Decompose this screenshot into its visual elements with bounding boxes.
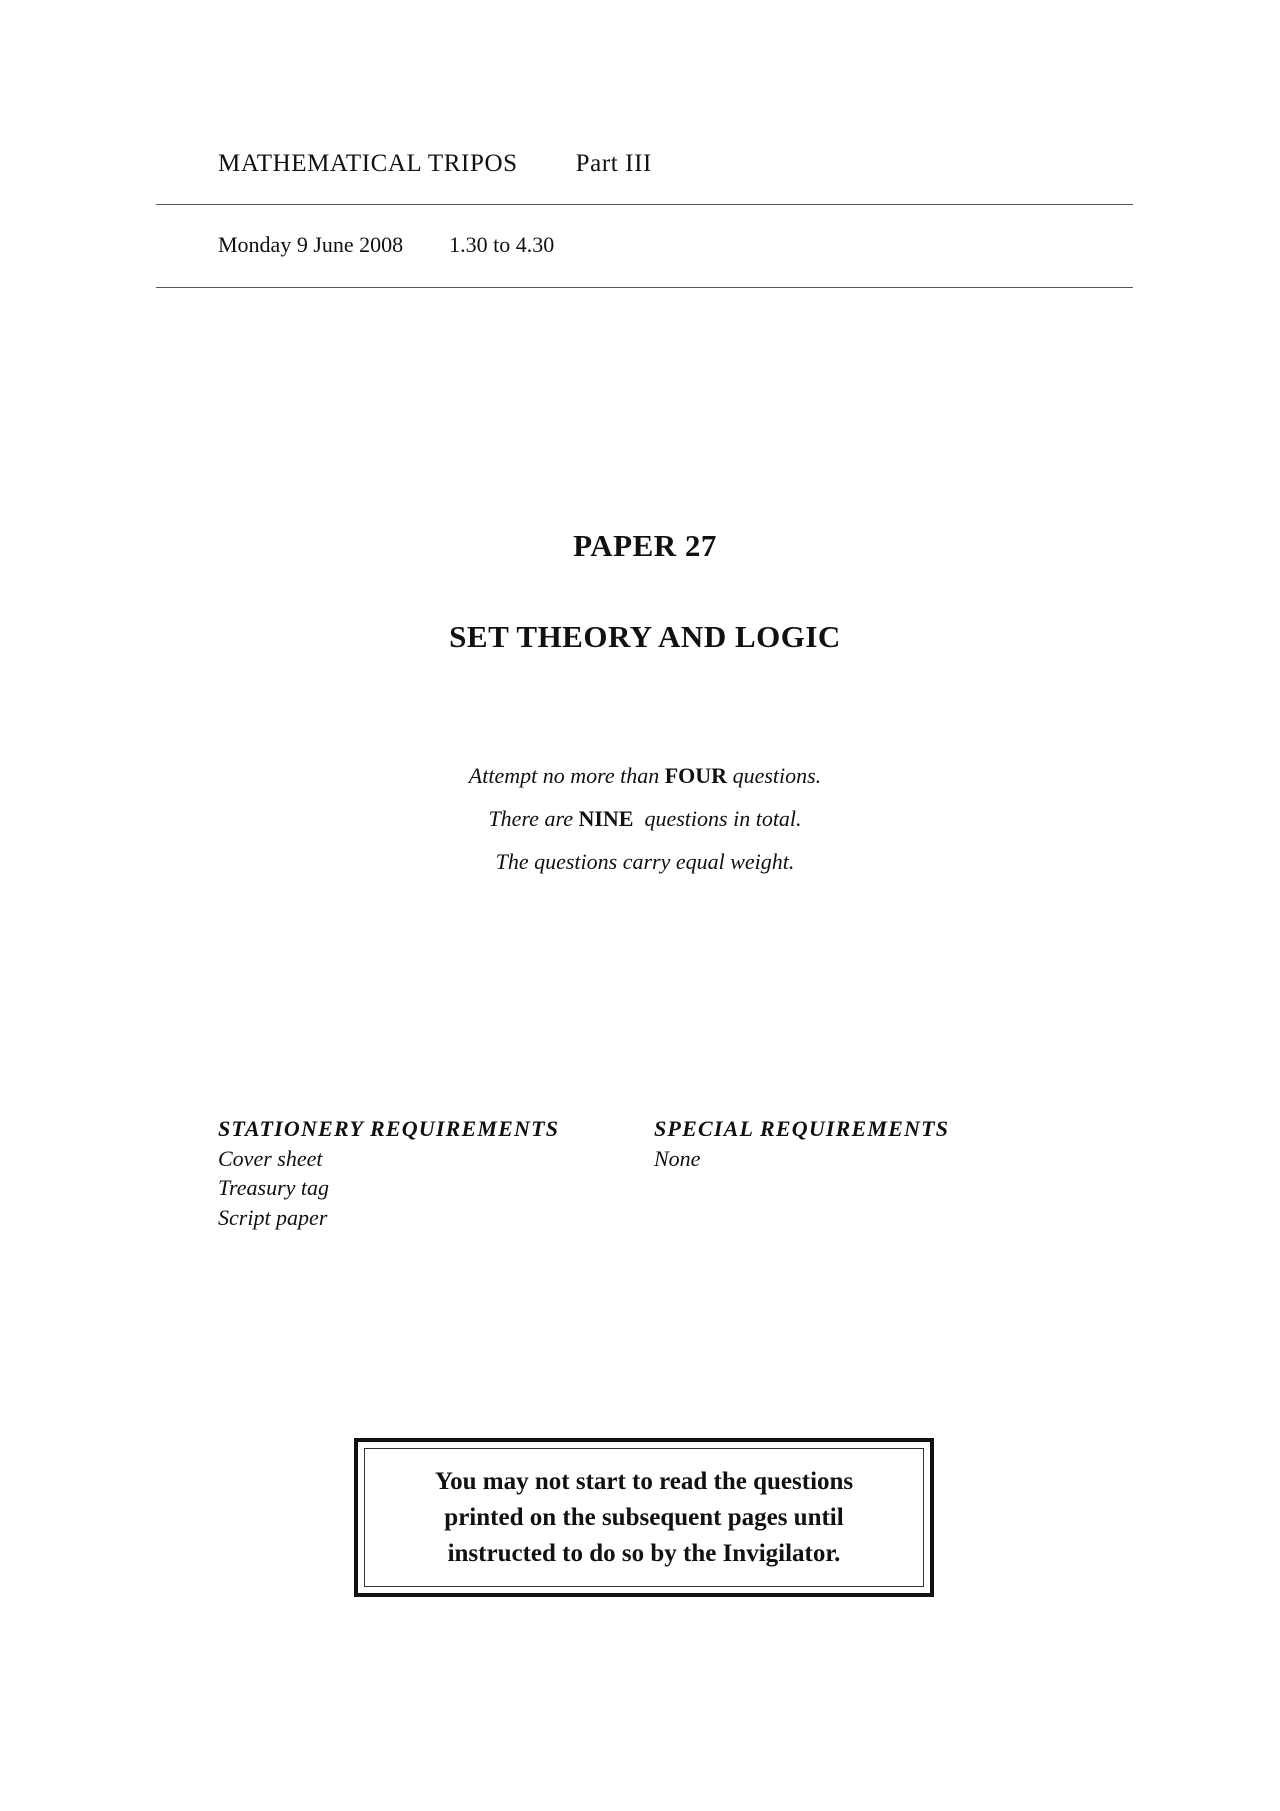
special-heading: SPECIAL REQUIREMENTS	[654, 1116, 950, 1141]
instruction-weight: The questions carry equal weight.	[495, 849, 795, 874]
header-rule-bottom	[156, 287, 1133, 288]
instruction-attempt-post: questions.	[732, 763, 822, 788]
exam-time: 1.30 to 4.30	[449, 232, 555, 257]
instruction-attempt	[0, 763, 1280, 789]
exam-date-time	[218, 232, 554, 258]
stationery-item: Cover sheet	[218, 1145, 323, 1171]
exam-name: MATHEMATICAL TRIPOS	[218, 150, 518, 177]
notice-line: You may not start to read the questions	[434, 1467, 854, 1495]
notice-line: printed on the subsequent pages until	[444, 1503, 844, 1531]
invigilator-notice-box	[354, 1438, 934, 1597]
stationery-heading: STATIONERY REQUIREMENTS	[218, 1116, 560, 1141]
paper-number: PAPER 27	[573, 528, 717, 563]
invigilator-notice-inner	[364, 1448, 924, 1587]
paper-title: SET THEORY AND LOGIC	[449, 619, 841, 654]
stationery-item: Script paper	[218, 1204, 328, 1230]
instruction-total-post: questions in total.	[644, 806, 802, 831]
instruction-total-count: NINE	[578, 806, 634, 831]
instruction-attempt-pre: Attempt no more than	[468, 763, 660, 788]
header-rule-top	[156, 204, 1133, 205]
instruction-total-pre: There are	[488, 806, 573, 831]
special-requirements	[654, 1114, 949, 1173]
stationery-requirements	[218, 1114, 559, 1232]
special-item: None	[654, 1145, 701, 1171]
notice-line: instructed to do so by the Invigilator.	[447, 1539, 841, 1567]
exam-date: Monday 9 June 2008	[218, 232, 404, 257]
instruction-total	[0, 806, 1280, 832]
stationery-item: Treasury tag	[218, 1175, 330, 1200]
instruction-attempt-count: FOUR	[664, 763, 728, 788]
exam-header	[218, 150, 652, 178]
exam-part: Part III	[575, 150, 652, 177]
